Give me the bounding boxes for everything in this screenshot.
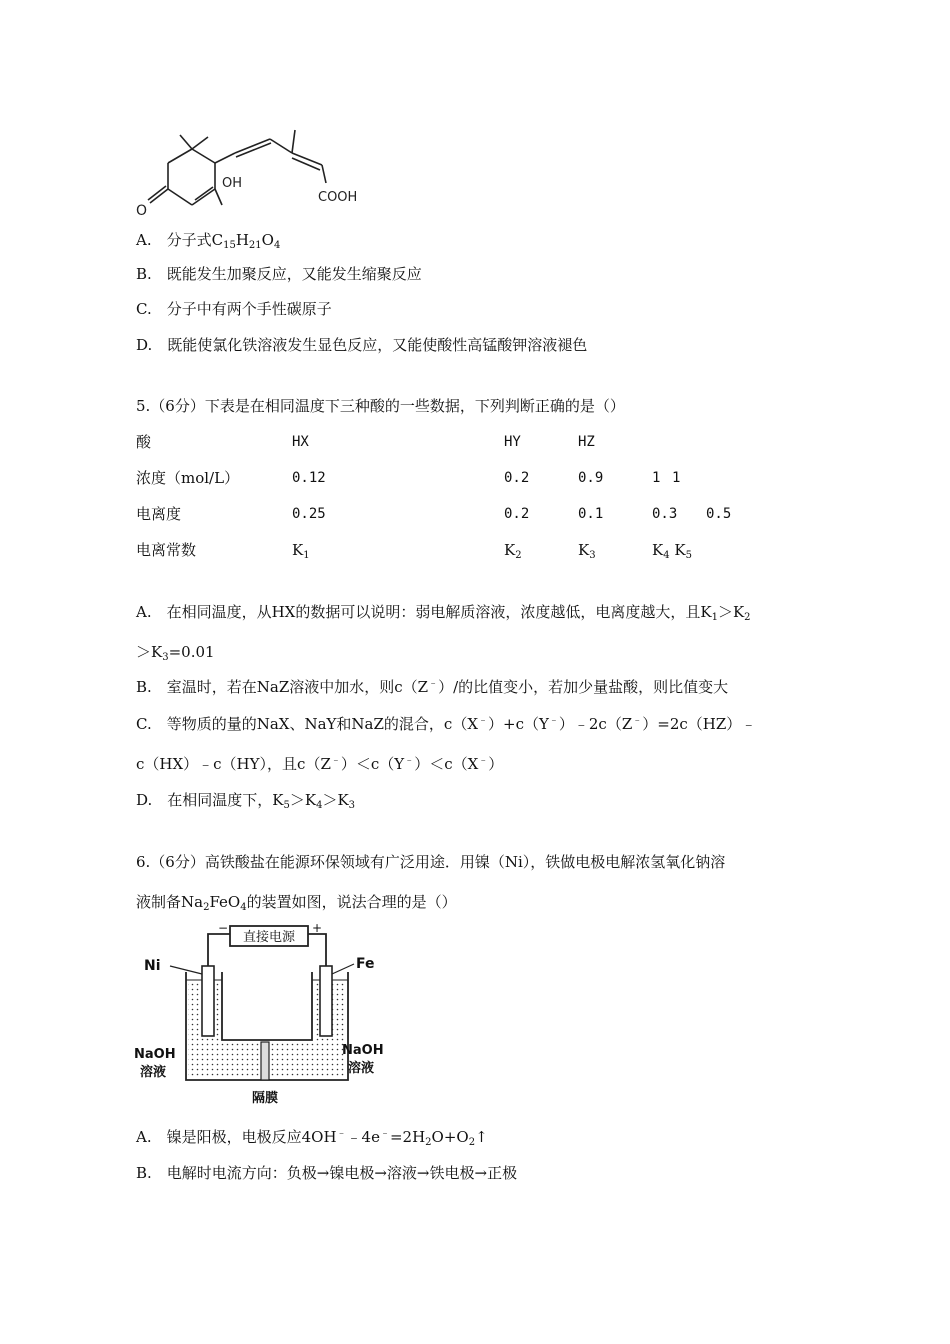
q6-stem-cont: 液制备$Na_2FeO_4$的装置如图，说法合理的是（） bbox=[136, 893, 457, 913]
q4-option-a: A. 分子式$C_{15}H_{21}O_4$ bbox=[136, 231, 281, 251]
nickel-electrode bbox=[202, 966, 214, 1036]
table-cell: $K_3$ bbox=[578, 541, 596, 561]
iron-electrode bbox=[320, 966, 332, 1036]
q5-option-a: A. 在相同温度，从HX的数据可以说明：弱电解质溶液，浓度越低，电离度越大，且$K_1>K_2$ bbox=[136, 603, 751, 623]
table-cell: 0.2 bbox=[504, 470, 530, 486]
table-cell: $K_1$ bbox=[292, 541, 310, 561]
q4-option-d: D. 既能使氯化铁溶液发生显色反应，又能使酸性高锰酸钾溶液褪色 bbox=[136, 336, 588, 354]
table-cell: 0.9 bbox=[578, 470, 604, 486]
table-cell: 浓度（mol/L） bbox=[136, 469, 240, 487]
q5-stem: 5.（6分）下表是在相同温度下三种酸的一些数据，下列判断正确的是（） bbox=[136, 397, 625, 415]
q6-option-a: A. 镍是阳极，电极反应$4OH^﹣﹣4e^﹣=2H_2O+O_2↑$ bbox=[136, 1128, 488, 1148]
solution-right-label: 溶液 bbox=[348, 1061, 375, 1076]
table-cell: 0.12 bbox=[292, 470, 326, 486]
q6-option-b: B. 电解时电流方向：负极→镍电极→溶液→铁电极→正极 bbox=[136, 1164, 518, 1182]
table-cell: 0.2 bbox=[504, 506, 530, 522]
negative-terminal-sign: − bbox=[218, 922, 229, 935]
table-cell: 电离常数 bbox=[136, 541, 197, 559]
table-cell: $K_4$ $K_5$ bbox=[652, 541, 692, 561]
q5-option-b: B. 室温时，若在NaZ溶液中加水，则c（Z﹣）/的比值变小，若加少量盐酸，则比值变大 bbox=[136, 678, 729, 696]
table-cell: 0.5 bbox=[706, 506, 732, 522]
hydroxyl-label: OH bbox=[222, 176, 243, 191]
molecule-structure-diagram bbox=[130, 125, 380, 225]
q5-option-c: C. 等物质的量的NaX、NaY和NaZ的混合，c（X﹣）+c（Y﹣）﹣2c（Z﹣）=2c（HZ）﹣ bbox=[136, 715, 757, 733]
table-cell: HY bbox=[504, 434, 521, 450]
q5-option-a-cont: $>K_3=0.01$ bbox=[136, 643, 215, 663]
membrane-label: 隔膜 bbox=[251, 1091, 279, 1106]
electrolysis-apparatus-diagram bbox=[130, 922, 400, 1112]
table-cell: 1 bbox=[652, 470, 661, 486]
carboxyl-label: COOH bbox=[318, 190, 358, 205]
table-cell: 0.1 bbox=[578, 506, 604, 522]
positive-terminal-sign: + bbox=[312, 922, 323, 935]
iron-label: Fe bbox=[356, 956, 375, 972]
q4-option-c: C. 分子中有两个手性碳原子 bbox=[136, 300, 332, 318]
membrane bbox=[261, 1042, 269, 1080]
table-cell: $K_2$ bbox=[504, 541, 522, 561]
table-cell: 酸 bbox=[136, 433, 152, 451]
q4-option-b: B. 既能发生加聚反应，又能发生缩聚反应 bbox=[136, 265, 422, 283]
table-cell: HX bbox=[292, 434, 309, 450]
solution-left-label: 溶液 bbox=[140, 1065, 167, 1080]
table-cell: 电离度 bbox=[136, 505, 182, 523]
q5-option-c-cont: c（HX）﹣c（HY），且c（Z﹣）＜c（Y﹣）＜c（X﹣） bbox=[136, 755, 504, 773]
q5-option-d: D. 在相同温度下，$K_5>K_4>K_3$ bbox=[136, 791, 356, 811]
nickel-label: Ni bbox=[144, 958, 161, 974]
table-cell: 0.3 bbox=[652, 506, 678, 522]
naoh-right-label: NaOH bbox=[342, 1043, 384, 1058]
ketone-oxygen-label: O bbox=[136, 203, 148, 219]
naoh-left-label: NaOH bbox=[134, 1047, 176, 1062]
power-supply-label: 直接电源 bbox=[242, 930, 296, 945]
table-cell: 1 bbox=[672, 470, 681, 486]
q6-stem: 6.（6分）高铁酸盐在能源环保领域有广泛用途．用镍（Ni），铁做电极电解浓氢氧化钠溶 bbox=[136, 853, 726, 871]
table-cell: 0.25 bbox=[292, 506, 326, 522]
table-cell: HZ bbox=[578, 434, 595, 450]
